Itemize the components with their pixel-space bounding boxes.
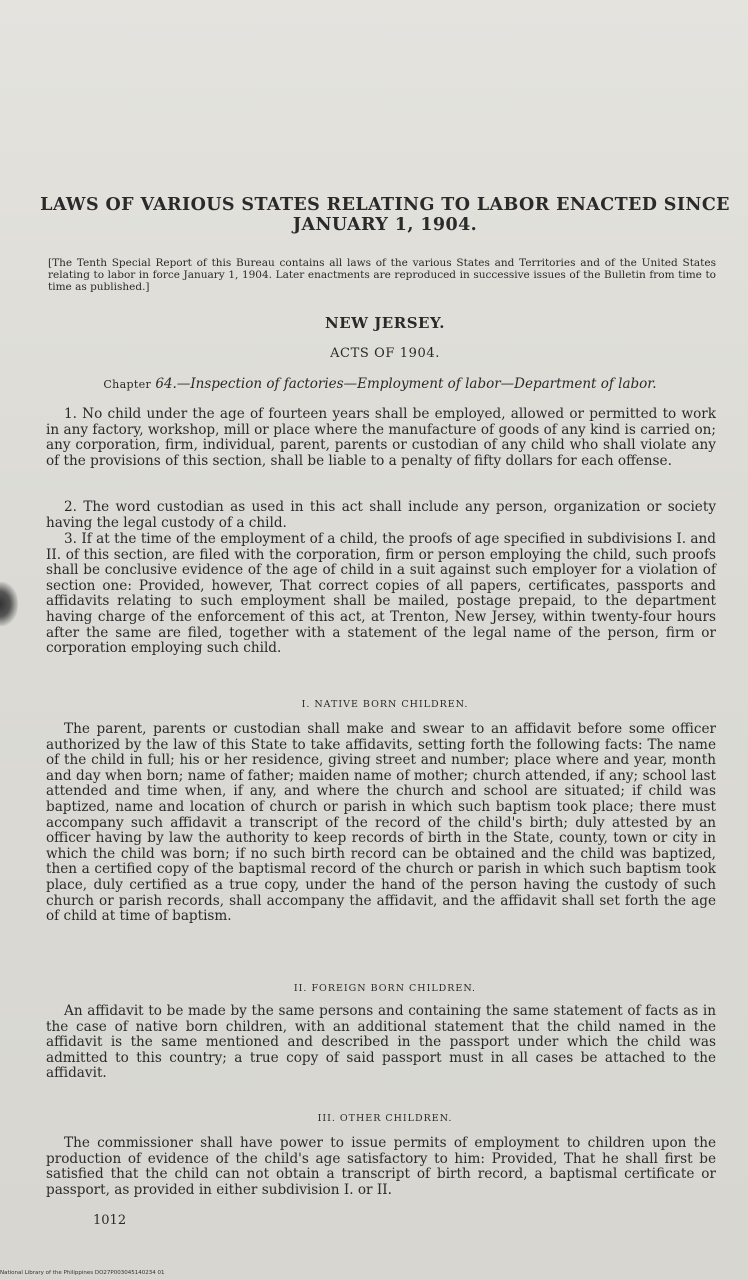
acts-title: ACTS OF 1904. bbox=[330, 346, 440, 361]
chapter-label: Chapter bbox=[103, 378, 152, 391]
state-title: NEW JERSEY. bbox=[325, 314, 445, 332]
foreign-born-text: An affidavit to be made by the same persons and containing the same statement of facts as in the case of native born children, with an additional statement that the child named in the affidavit is the same mentioned and described in the passport under which the child was admitted to this country; a true copy of said passport must in all cases be attached to the affidavit. bbox=[46, 1003, 716, 1082]
other-children-text: The commissioner shall have power to issue permits of employment to children upon the production of evidence of the child's age satisfactory to him: Provided, That he shall first be satisfied that the child can not obtain a transcript of birth record, a baptismal certificate or passport, as provided in either subdivision I. or II. bbox=[46, 1135, 716, 1198]
intro-note: [The Tenth Special Report of this Bureau contains all laws of the various States and Territories and of the United States relating to labor in force January 1, 1904. Later enactments are reproduced in successive issues of the Bulletin from time to time as published.] bbox=[48, 257, 716, 293]
other-children-title: III. OTHER CHILDREN. bbox=[317, 1113, 453, 1124]
scan-footer: National Library of the Philippines DO27P003045140234 01 bbox=[0, 1270, 165, 1276]
page-heading: LAWS OF VARIOUS STATES RELATING TO LABOR ENACTED SINCE JANUARY 1, 1904. bbox=[40, 195, 730, 235]
page-number: 1012 bbox=[93, 1213, 127, 1228]
section-1: 1. No child under the age of fourteen years shall be employed, allowed or permitted to work in any factory, workshop, mill or place where the manufacture of goods of any kind is carried on; any corporation, firm, individual, parent, parents or custodian of any child who shall violate any of the provisions of this section, shall be liable to a penalty of fifty dollars for each offense. bbox=[46, 406, 716, 469]
chapter-title bbox=[50, 376, 710, 392]
native-born-text: The parent, parents or custodian shall make and swear to an affidavit before some officer authorized by the law of this State to take affidavits, setting forth the following facts: The name of the child in full; his or her residence, giving street and number; place where and year, month and day when born; name of father; maiden name of mother; church attended, if any; school last attended and time when, if any, and where the church and school are situated; if child was baptized, name and location of church or parish in which such baptism took place; there must accompany such affidavit a transcript of the record of the child's birth; duly attested by an officer having by law the authority to keep records of birth in the State, county, town or city in which the child was born; if no such birth record can be obtained and the child was baptized, then a certified copy of the baptismal record of the church or parish in which such baptism took place, duly certified as a true copy, under the hand of the person having the custody of such church or parish records, shall accompany the affidavit, and the affidavit shall set forth the age of child at time of baptism. bbox=[46, 721, 716, 925]
scan-shadow bbox=[0, 582, 18, 626]
native-born-title: I. NATIVE BORN CHILDREN. bbox=[301, 699, 469, 710]
section-3: 3. If at the time of the employment of a child, the proofs of age specified in subdivisions I. and II. of this section, are filed with the corporation, firm or person employing the child, such proofs shall be conclusive evidence of the age of child in a suit against such employer for a violation of section one: Provided, however, That correct copies of all papers, certificates, passports and affidavits relating to such employment shall be mailed, postage prepaid, to the department having charge of the enforcement of this act, at Trenton, New Jersey, within twenty-four hours after the same are filed, together with a statement of the legal name of the person, firm or corporation employing such child. bbox=[46, 531, 716, 657]
foreign-born-title: II. FOREIGN BORN CHILDREN. bbox=[293, 983, 477, 994]
section-2: 2. The word custodian as used in this act shall include any person, organization or society having the legal custody of a child. bbox=[46, 499, 716, 531]
chapter-text: 64.—Inspection of factories—Employment of labor—Department of labor. bbox=[155, 376, 657, 392]
